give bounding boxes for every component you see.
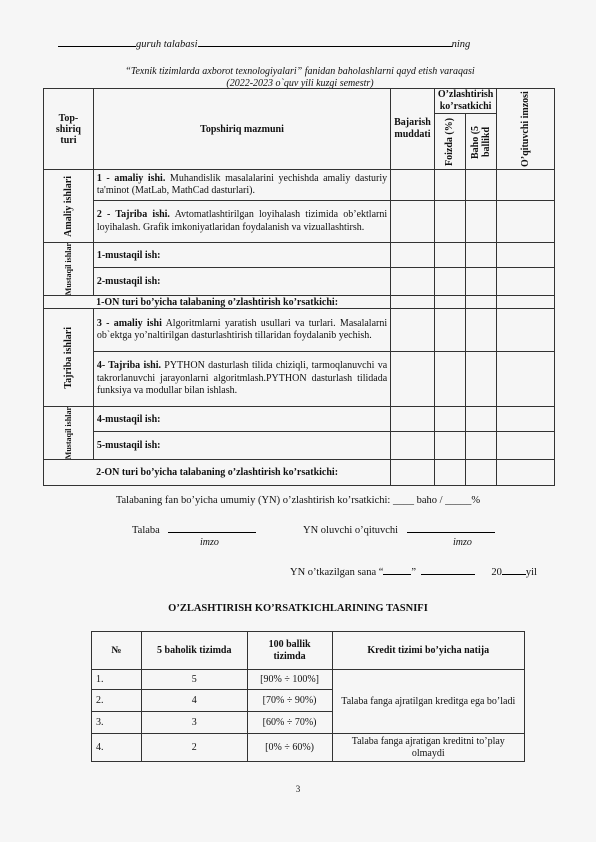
task-4: 4- Tajriba ishi. PYTHON dasturlash tilida chiziqli, tarmoqlanuvchi va takrorlanuvchi jarayonlarni algoritmlash.PYTHON dasturlash tilidada funksiya va modullar bilan ishlash. <box>93 352 390 407</box>
name-blank <box>198 37 452 47</box>
independent-work-2: 2-mustaqil ish: <box>93 268 390 296</box>
title-line-1: “Texnik tizimlarda axborot texnologiyalari” fanidan baholashlarni qayd etish varaqasi <box>125 66 475 77</box>
teacher-signature-blank <box>407 523 495 533</box>
col-content-header: Topshiriq mazmuni <box>93 89 390 170</box>
table-row: 2. 4 [70% ÷ 90%) <box>92 690 525 712</box>
classification-title: O’ZLASHTIRISH KO’RSATKICHLARINING TASNIFI <box>168 603 428 614</box>
group-blank <box>58 37 136 47</box>
header-line <box>58 37 470 50</box>
col-indicator-header: O’zlashtirish ko’rsatkichi <box>434 89 497 114</box>
document-title <box>60 66 540 90</box>
group-lab-label: Tajriba ishlari <box>44 309 94 407</box>
scale-header-100pt: 100 ballik tizimda <box>247 632 332 670</box>
group-suffix: guruh talabasi <box>136 39 198 50</box>
assessment-table <box>43 88 555 486</box>
table-row: 1. 5 [90% ÷ 100%] Talaba fanga ajratilgan kreditga ega bo’ladi <box>92 670 525 690</box>
task-3: 3 - amaliy ishi Algoritmlarni yaratish usullari va turlari. Masalalarni ob`ektga yo’naltirilgan dasturlashtirish tillaridan foydalanib yechish. <box>93 309 390 352</box>
total-row-1: 1-ON turi bo’yicha talabaning o’zlashtirish ko’rsatkichi: <box>44 296 391 309</box>
page-number: 3 <box>295 784 301 794</box>
task-1: 1 - amaliy ishi. Muhandislik masalalarini yechishda amaliy dasturiy ta'minot (MatLab, MathCad dasturlari). <box>93 170 390 201</box>
student-signature-caption: imzo <box>200 537 219 548</box>
teacher-signature-caption: imzo <box>453 537 472 548</box>
col-type-header: Top-shiriq turi <box>44 89 94 170</box>
total-row-2: 2-ON turi bo’yicha talabaning o’zlashtirish ko’rsatkichi: <box>44 460 391 486</box>
scale-header-credit: Kredit tizimi bo’yicha natija <box>332 632 525 670</box>
scale-header-5pt: 5 baholik tizimda <box>141 632 247 670</box>
table-row: 4. 2 [0% ÷ 60%) Talaba fanga ajratigan kreditni to’play olmaydi <box>92 734 525 762</box>
exam-date-line: YN o’tkazilgan sana “ ” 20 yil <box>290 567 537 578</box>
credit-fail-result: Talaba fanga ajratigan kreditni to’play olmaydi <box>332 734 525 762</box>
credit-pass-result: Talaba fanga ajratilgan kreditga ega bo’ladi <box>332 670 525 734</box>
student-signature: Talaba <box>132 523 256 536</box>
name-suffix: ning <box>451 39 471 50</box>
task-2: 2 - Tajriba ishi. Avtomatlashtirilgan loyihalash tizimida ob’ektlarni loyihalash. Grafik imkoniyatlaridan foydalanish va vizuallashtirsh. <box>93 201 390 243</box>
independent-work-5: 5-mustaqil ish: <box>93 432 390 460</box>
student-signature-blank <box>168 523 256 533</box>
independent-work-4: 4-mustaqil ish: <box>93 407 390 432</box>
independent-work-1: 1-mustaqil ish: <box>93 243 390 268</box>
group-independent-label-2: Mustaqil ishlar <box>44 407 94 460</box>
classification-table <box>91 631 525 762</box>
overall-indicator-line: Talabaning fan bo’yicha umumiy (YN) o’zlashtirish ko’rsatkichi: ____ baho / _____% <box>115 495 481 506</box>
title-line-2: (2022-2023 o`quv yili kuzgi semestr) <box>226 78 374 89</box>
col-grade-header: Baho (5 ballikd <box>466 114 497 170</box>
teacher-signature: YN oluvchi o’qituvchi <box>303 523 495 536</box>
col-percent-header: Foizda (%) <box>434 114 465 170</box>
col-deadline-header: Bajarish muddati <box>391 89 435 170</box>
group-practical-label: Amaliy ishlari <box>44 170 94 243</box>
scale-header-no: № <box>92 632 142 670</box>
group-independent-label: Mustaqil ishlar <box>44 243 94 296</box>
table-row: 3. 3 [60% ÷ 70%) <box>92 712 525 734</box>
col-sign-header: O’qituvchi imzosi <box>497 89 555 170</box>
